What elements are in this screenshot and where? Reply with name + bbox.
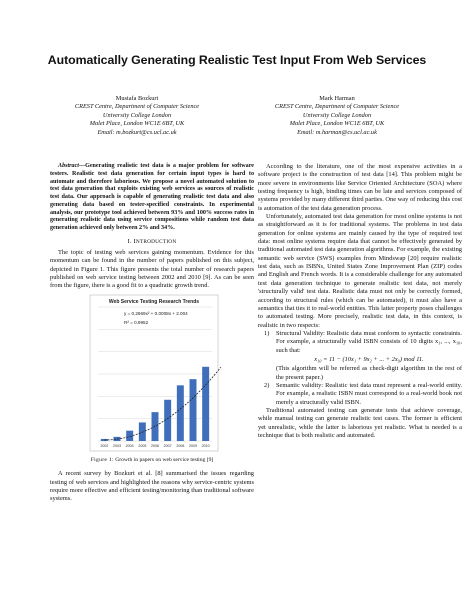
figure-1 <box>50 293 254 453</box>
bar-2009 <box>190 379 197 441</box>
bar-2004 <box>126 431 133 441</box>
right-column <box>258 163 462 440</box>
validity-list <box>258 330 462 407</box>
list-item-note: (This algorithm will be referred as check-digit algorithm in the rest of the present paper.) <box>276 365 462 381</box>
author-block-1 <box>42 95 232 137</box>
author-email: Email: m.bozkurt@cs.ucl.ac.uk <box>97 128 177 136</box>
trend-equation: y = 0.2669x² + 0.0008x + 2.004 <box>124 310 188 316</box>
x-tick-label: 2002 <box>100 443 109 448</box>
x-tick-label: 2008 <box>176 443 185 448</box>
figure-caption-text: Growth in papers on web service testing [9] <box>115 456 214 463</box>
author-institution: University College London <box>302 111 372 119</box>
author-name: Mark Harman <box>319 95 355 102</box>
chart-x-labels <box>100 444 209 448</box>
author-affiliation: CREST Centre, Department of Computer Science <box>274 103 400 111</box>
bar-2005 <box>139 422 146 441</box>
author-institution: University College London <box>102 111 172 119</box>
x-tick-label: 2009 <box>189 443 197 448</box>
list-item <box>258 382 462 407</box>
growth-chart <box>50 293 254 453</box>
author-address: Malet Place, London WC1E 6BT, UK <box>289 120 385 128</box>
list-item <box>258 330 462 382</box>
abstract <box>50 163 254 233</box>
x-tick-label: 2004 <box>125 443 134 448</box>
isbn-formula: x₁₀ = 11 − (10x₁ + 9x₂ + ... + 2x₉) mod 11. <box>314 355 424 363</box>
x-tick-label: 2005 <box>138 443 147 448</box>
list-item-text: Semantic validity: Realistic test data must represent a real-world entity. For example, a realistic ISBN must correspond to a real-world book not merely a structurally valid ISBN. <box>276 381 462 406</box>
right-paragraph-2: Unfortunately, automated test data generation for most online systems is not as straightforward as it is for traditional systems. The problems in test data generation for online systems are mainly caused by the type of required test data: most online systems require data that cannot be effectively generated by traditional automated test data generation algorithms. For example, the existing semantic web service (SWS) examples from Mindswap [20] require realistic test data, such as ISBNs, United States Zone Improvement Plan (ZIP) codes and English and French words. It is a considerable challenge for any automated test data generation technique to generate realistic test data, not merely 'structurally valid' test data. Realistic data must not only be correctly formed, according to structural rules (which can be automated), it must also have a semantics that ties it to real-world entities. This latter property poses challenges to automated testing. More precisely, realistic test data, in this context, is realistic in two respects: <box>258 213 462 329</box>
bar-2008 <box>177 385 184 441</box>
section-title-initial: I <box>133 237 136 245</box>
figure-caption-label: Figure 1: <box>90 456 114 463</box>
right-paragraph-1: According to the literature, one of the most expensive activities in a software project is the construction of test data [14]. This problem might be more severe in environments like Service Oriented Architecture (SOA) where testing frequency is high, binding times can be late and services composed of systems provided by many different third parties. One way of reducing this cost is automation of the test data generation process. <box>258 163 462 212</box>
list-number: 1) <box>264 329 270 337</box>
author-affiliation: CREST Centre, Department of Computer Science <box>74 103 200 111</box>
right-paragraph-3: Traditional automated testing can generate tests that achieve coverage, while manual testing can generate realistic test cases. The former is efficient yet unrealistic, while the latter is laborious yet realistic. What is needed is a technique that is both realistic and automated. <box>258 406 462 439</box>
paper-title: Automatically Generating Realistic Test Input From Web Services <box>47 53 427 67</box>
bar-2003 <box>114 437 121 441</box>
list-number: 2) <box>264 381 270 389</box>
author-email: Email: m.harman@cs.ucl.ac.uk <box>297 128 377 136</box>
x-tick-label: 2003 <box>113 443 121 448</box>
left-column <box>50 163 254 504</box>
intro-paragraph-1: The topic of testing web services gaining momentum. Evidence for this momentum can be found in the number of papers published on this subject, depicted in Figure 1. This figure presents the total number of research papers published on web service testing between 2002 and 2010 [9]. As can be seen from the figure, there is a good fit to a quadratic growth trend. <box>50 249 254 290</box>
author-address: Malet Place, London WC1E 6BT, UK <box>89 120 185 128</box>
section-title-rest: NTRODUCTION <box>135 238 177 245</box>
x-tick-label: 2006 <box>151 443 159 448</box>
x-tick-label: 2007 <box>163 443 172 448</box>
author-name: Mustafa Bozkurt <box>115 95 159 102</box>
figure-caption <box>50 456 254 464</box>
intro-paragraph-2: A recent survey by Bozkurt et al. [8] summarised the issues regarding testing of web services and highlighted the reasons why service-centric systems require more effective and efficient testing/monitoring than traditional software systems. <box>50 470 254 503</box>
section-number: I. <box>127 237 132 245</box>
bar-2010 <box>202 367 209 441</box>
author-block-2 <box>242 95 432 137</box>
x-tick-label: 2010 <box>201 443 210 448</box>
abstract-text: —Generating realistic test data is a major problem for software testers. Realistic test data generation for certain input types is hard to automate and therefore laborious. We propose a novel automated solution to test data generation that exploits existing web services as sources of realistic test data. Our approach is capable of generating realistic test data and also generating data based on tester-specified constraints. In experimental analysis, our prototype tool achieved between 93% and 100% success rates in generating realistic data using service compositions while random test data generation achieved only between 2% and 34%. <box>50 163 254 231</box>
section-heading <box>50 238 254 246</box>
trend-r-squared: R² = 0.9952 <box>124 319 149 325</box>
abstract-lead: Abstract <box>58 163 79 169</box>
chart-title: Web Service Testing Research Trends <box>108 298 200 305</box>
list-item-text: Structural Validity: Realistic data must conform to syntactic constraints. For example, a structurally valid ISBN consists of 10 digits x₁, ..., x₁₀, such that: <box>276 329 462 354</box>
